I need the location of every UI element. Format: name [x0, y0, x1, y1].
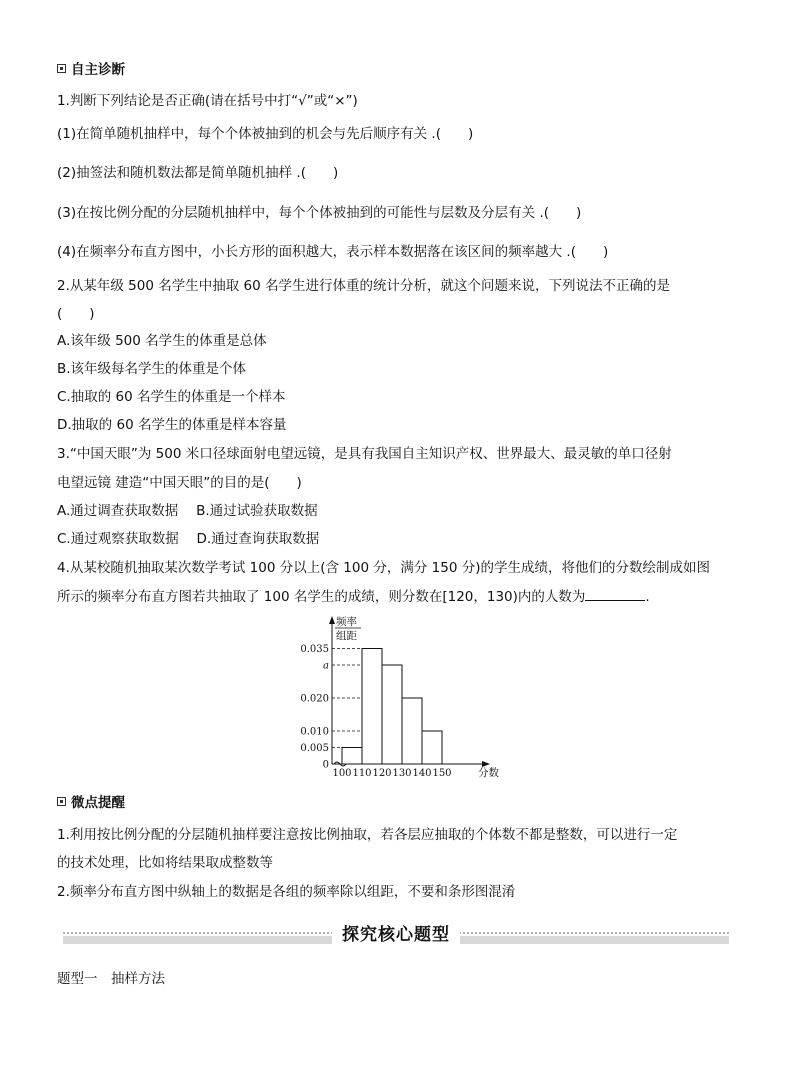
- q3-stem-line2: 电望远镜 建造“中国天眼”的目的是( ): [57, 475, 302, 491]
- q3-options-cd: C.通过观察获取数据 D.通过查询获取数据: [57, 531, 320, 547]
- x-tick-label: 130: [392, 768, 412, 779]
- section-tips: [57, 791, 125, 811]
- q2-stem-line1: 2.从某年级 500 名学生中抽取 60 名学生进行体重的统计分析，就这个问题来说，下列说法不正确的是: [57, 278, 670, 294]
- square-bullet-icon: [57, 64, 66, 73]
- y-tick-label: 0: [322, 759, 329, 771]
- y-axis-arrow-icon: [329, 616, 335, 624]
- x-tick-label: 100: [332, 768, 352, 779]
- q1-item-3: (3)在按比例分配的分层随机抽样中，每个个体被抽到的可能性与层数及分层有关 .( ): [57, 205, 582, 221]
- q1-stem: 1.判断下列结论是否正确(请在括号中打“√”或“×”): [57, 93, 358, 109]
- section-title: 微点提醒: [71, 795, 125, 811]
- section-self-diagnosis: [57, 58, 125, 78]
- y-tick-label: 0.005: [300, 743, 329, 754]
- q4-stem-end: .: [645, 589, 650, 605]
- histogram-bar: [402, 698, 422, 764]
- frequency-histogram: [290, 612, 500, 780]
- histogram-bar: [362, 649, 382, 765]
- q1-item-4: (4)在频率分布直方图中，小长方形的面积越大，表示样本数据落在该区间的频率越大 .( ): [57, 244, 609, 260]
- q4-stem-line2: [57, 585, 650, 605]
- q2-option-a: A.该年级 500 名学生的体重是总体: [57, 333, 267, 349]
- q4-stem-line1: 4.从某校随机抽取某次数学考试 100 分以上(含 100 分，满分 150 分)的学生成绩，将他们的分数绘制成如图: [57, 560, 710, 576]
- q4-stem-text: 所示的频率分布直方图若共抽取了 100 名学生的成绩，则分数在[120，130)内的人数为: [57, 589, 586, 605]
- x-axis-label: 分数: [478, 767, 499, 779]
- q2-stem-line2: ( ): [57, 306, 95, 322]
- tip-2: 2.频率分布直方图中纵轴上的数据是各组的频率除以组距，不要和条形图混淆: [57, 884, 516, 900]
- q3-stem-line1: 3.“中国天眼”为 500 米口径球面射电望远镜，是具有我国自主知识产权、世界最大、最灵敏的单口径射: [57, 446, 672, 462]
- y-tick-label: a: [323, 660, 329, 672]
- type1-heading: 题型一 抽样方法: [57, 971, 165, 987]
- tip-1-line1: 1.利用按比例分配的分层随机抽样要注意按比例抽取，若各层应抽取的个体数不都是整数，可以进行一定: [57, 827, 678, 843]
- tip-1-line2: 的技术处理，比如将结果取成整数等: [57, 855, 273, 871]
- histogram-bar: [342, 748, 362, 765]
- x-tick-label: 120: [372, 768, 392, 779]
- x-tick-label: 140: [412, 768, 432, 779]
- y-axis-label-bottom: 组距: [336, 630, 357, 642]
- q2-option-d: D.抽取的 60 名学生的体重是样本容量: [57, 417, 287, 433]
- x-tick-label: 110: [352, 768, 372, 779]
- q2-option-c: C.抽取的 60 名学生的体重是一个样本: [57, 389, 286, 405]
- q2-option-b: B.该年级每名学生的体重是个体: [57, 361, 247, 377]
- section-title: 自主诊断: [71, 62, 125, 78]
- y-axis-label-top: 频率: [336, 616, 357, 628]
- q3-options-ab: A.通过调查获取数据 B.通过试验获取数据: [57, 503, 318, 519]
- chart-bars: [342, 649, 442, 765]
- answer-blank[interactable]: [585, 588, 645, 601]
- core-section-banner: [63, 920, 729, 946]
- histogram-bar: [422, 731, 442, 764]
- banner-title: 探究核心题型: [332, 920, 460, 945]
- q1-item-1: (1)在简单随机抽样中，每个个体被抽到的机会与先后顺序有关 .( ): [57, 126, 474, 142]
- y-tick-label: 0.020: [300, 693, 329, 705]
- histogram-bar: [382, 665, 402, 764]
- y-tick-label: 0.010: [300, 726, 329, 738]
- square-bullet-icon: [57, 797, 66, 806]
- q1-item-2: (2)抽签法和随机数法都是简单随机抽样 .( ): [57, 165, 339, 181]
- x-tick-label: 150: [432, 768, 452, 779]
- y-tick-label: 0.035: [300, 644, 329, 655]
